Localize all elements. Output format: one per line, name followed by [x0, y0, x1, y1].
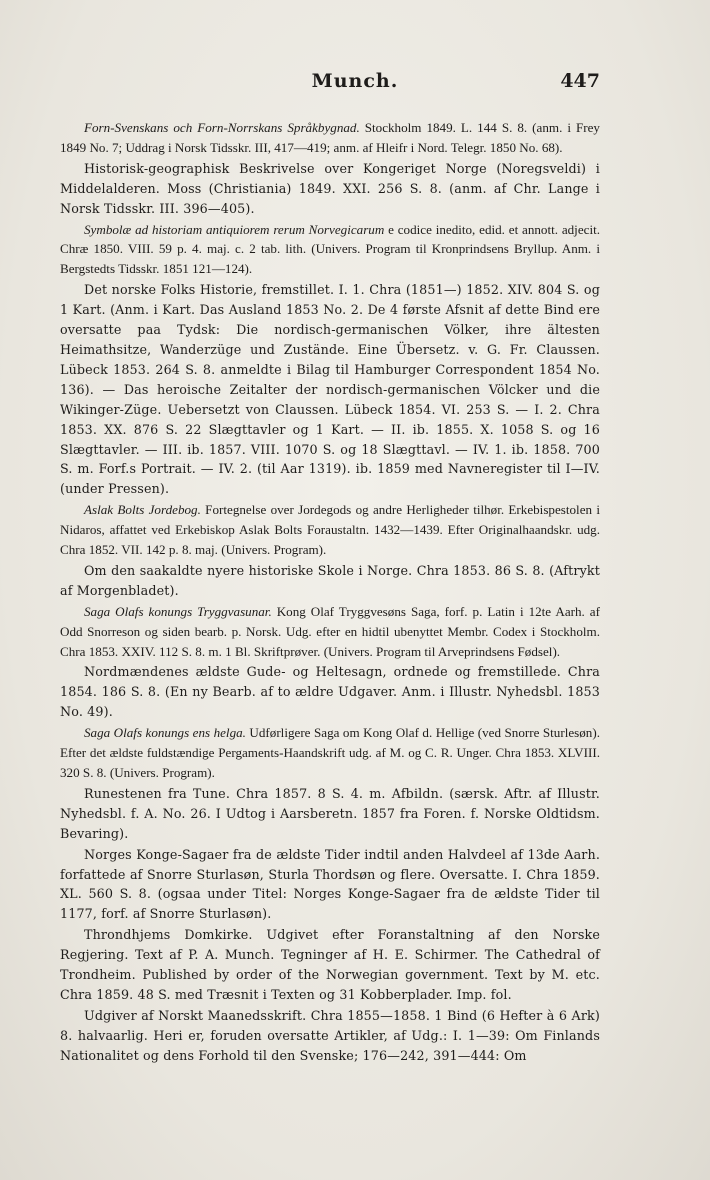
- entry-title: Aslak Bolts Jordebog.: [84, 502, 201, 518]
- entry-text: e codice inedito, edid. et annott. adjecit. Chræ 1850. VIII. 59 p. 4. maj. c. 2 tab. lith. (Univers. Program til Kronprindsens Bryllup. Anm. i Bergstedts Tidsskr. 1851 121—124).: [60, 221, 600, 277]
- entry-title: Saga Olafs konungs Tryggvasunar.: [84, 603, 272, 619]
- entry-aslak-bolts: [60, 500, 600, 560]
- bibliography-text: [60, 118, 600, 1067]
- entry-text: Fortegnelse over Jordegods og andre Herligheder tilhør. Erkebispestolen i Nidaros, affattet ved Erkebiskop Aslak Bolts Foraustaltn. 1432—1439. Efter Originalhaandskr. udg. Chra 1852. VII. 142 p. 8. maj. (Univers. Program).: [60, 502, 600, 558]
- entry-text: Stockholm 1849. L. 144 S. 8. (anm. i Frey 1849 No. 7; Uddrag i Norsk Tidsskr. III, 417—419; anm. af Hleifr i Nord. Telegr. 1850 No. 68).: [60, 120, 600, 155]
- entry-text: Udgiver af Norskt Maanedsskrift. Chra 1855—1858. 1 Bind (6 Hefter à 6 Ark) 8. halvaarlig. Heri er, foruden oversatte Artikler, af Udg.: I. 1—39: Om Finlands Nationalitet og dens Forhold til den Svenske; 176—242, 391—444: Om: [60, 1007, 600, 1063]
- page-header: [0, 70, 710, 102]
- entry-maanedsskrift: [60, 1006, 600, 1066]
- entry-gude-heltesagn: [60, 662, 600, 722]
- entry-title: Saga Olafs konungs ens helga.: [84, 725, 246, 741]
- entry-konge-sagaer: [60, 845, 600, 925]
- entry-runestenen: [60, 784, 600, 844]
- entry-historiske-skole: [60, 561, 600, 601]
- entry-saga-tryggvasunar: [60, 602, 600, 662]
- entry-norske-folks-historie: [60, 280, 600, 499]
- entry-saga-helga: [60, 723, 600, 783]
- page-number: 447: [560, 70, 600, 92]
- entry-text: Om den saakaldte nyere historiske Skole i Norge. Chra 1853. 86 S. 8. (Aftrykt af Morgenbladet).: [60, 562, 600, 598]
- entry-text: Historisk-geographisk Beskrivelse over Kongeriget Norge (Noregsveldi) i Middelalderen. Moss (Christiania) 1849. XXI. 256 S. 8. (anm. af Chr. Lange i Norsk Tidsskr. III. 396—405).: [60, 160, 600, 216]
- running-head: Munch.: [311, 70, 399, 92]
- entry-domkirke: [60, 925, 600, 1005]
- entry-text: Throndhjems Domkirke. Udgivet efter Foranstaltning af den Norske Regjering. Text af P. A. Munch. Tegninger af H. E. Schirmer. The Cathedral of Trondheim. Published by order of the Norwegian government. Text by M. etc. Chra 1859. 48 S. med Træsnit i Texten og 31 Kobberplader. Imp. fol.: [60, 927, 600, 1002]
- entry-text: Runestenen fra Tune. Chra 1857. 8 S. 4. m. Afbildn. (særsk. Aftr. af Illustr. Nyhedsbl. f. A. No. 26. I Udtog i Aarsberetn. 1857 fra Foren. f. Norske Oldtidsm. Bevaring).: [60, 785, 600, 841]
- entry-symbolae: [60, 220, 600, 280]
- entry-historisk-geographisk: [60, 159, 600, 219]
- entry-title: Forn-Svenskans och Forn-Norrskans Språkbygnad.: [84, 120, 360, 135]
- entry-text: Udførligere Saga om Kong Olaf d. Hellige (ved Snorre Sturlesøn). Efter det ældste fuldstændige Pergaments-Haandskrift udg. af M. og C. R. Unger. Chra 1853. XLVIII. 320 S. 8. (Univers. Program).: [60, 725, 600, 780]
- entry-text: Kong Olaf Tryggvesøns Saga, forf. p. Latin i 12te Aarh. af Odd Snorreson og siden bearb. p. Norsk. Udg. efter en hidtil ubenyttet Membr. Codex i Stockholm. Chra 1853. XXIV. 112 S. 8. m. 1 Bl. Skriftprøver. (Univers. Program til Arveprindsens Fødsel).: [60, 603, 600, 659]
- entry-text: Det norske Folks Historie, fremstillet. I. 1. Chra (1851—) 1852. XIV. 804 S. og 1 Kart. (Anm. i Kart. Das Ausland 1853 No. 2. De 4 første Afsnit af dette Bind ere oversatte paa Tydsk: Die nordisch-germanischen Völker, ihre ältesten Heimathsitze, Wanderzüge und Zustände. Eine Übersetz. v. G. Fr. Claussen. Lübeck 1853. 264 S. 8. anmeldte i Bilag til Hamburger Correspondent 1854 No. 136). — Das heroische Zeitalter der nordisch-germanischen Völcker und die Wikinger-Züge. Uebersetzt von Claussen. Lübeck 1854. VI. 253 S. — I. 2. Chra 1853. XX. 876 S. 22 Slægttavler og 1 Kart. — II. ib. 1855. X. 1058 S. og 16 Slægttavler. — III. ib. 1857. VIII. 1070 S. og 18 Slægttavl. — IV. 1. ib. 1858. 700 S. m. Forf.s Portrait. — IV. 2. (til Aar 1319). ib. 1859 med Navneregister til I—IV. (under Pressen).: [60, 282, 600, 497]
- entry-title: Symbolæ ad historiam antiquiorem rerum Norvegicarum: [84, 221, 385, 237]
- entry-text: Nordmændenes ældste Gude- og Heltesagn, ordnede og fremstillede. Chra 1854. 186 S. 8. (En ny Bearb. af to ældre Udgaver. Anm. i Illustr. Nyhedsbl. 1853 No. 49).: [60, 664, 600, 720]
- entry-text: Norges Konge-Sagaer fra de ældste Tider indtil anden Halvdeel af 13de Aarh. forfattede af Snorre Sturlasøn, Sturla Thordsøn og flere. Oversatte. I. Chra 1859. XL. 560 S. 8. (ogsaa under Titel: Norges Konge-Sagaer fra de ældste Tider til 1177, forf. af Snorre Sturlasøn).: [60, 846, 600, 922]
- entry-forn-svenskans: [60, 118, 600, 158]
